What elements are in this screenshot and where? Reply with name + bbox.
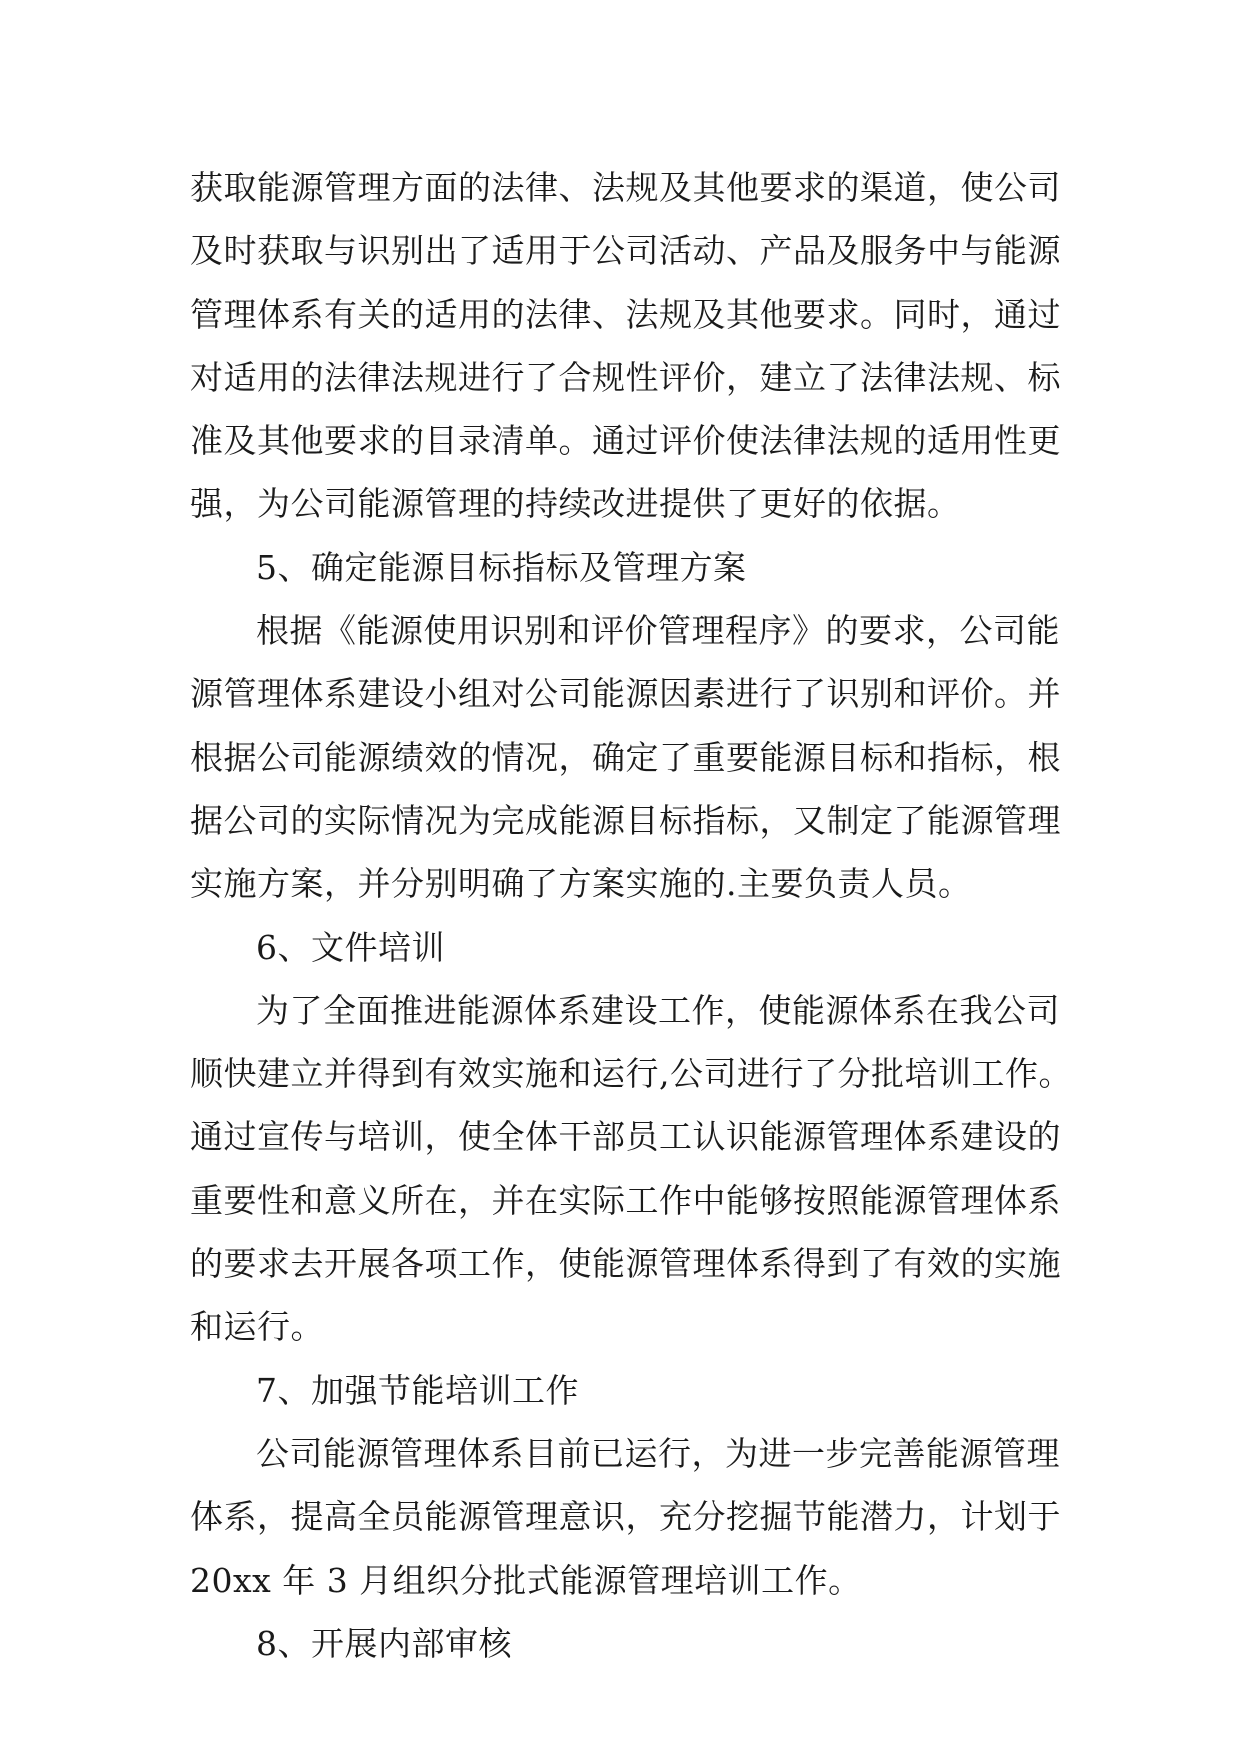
paragraph-line: 管理体系有关的适用的法律、法规及其他要求。同时，通过 (190, 294, 1061, 334)
section-heading: 8、开展内部审核 (256, 1623, 512, 1663)
paragraph-line: 20xx 年 3 月组织分批式能源管理培训工作。 (190, 1560, 862, 1600)
paragraph-line: 为了全面推进能源体系建设工作，使能源体系在我公司 (256, 990, 1060, 1030)
section-heading: 5、确定能源目标指标及管理方案 (256, 547, 747, 587)
paragraph-line: 根据《能源使用识别和评价管理程序》的要求，公司能 (256, 611, 1060, 651)
section-heading: 6、文件培训 (256, 927, 445, 967)
paragraph-line: 体系，提高全员能源管理意识，充分挖掘节能潜力，计划于 (190, 1497, 1061, 1537)
paragraph-line: 据公司的实际情况为完成能源目标指标，又制定了能源管理 (190, 800, 1061, 840)
paragraph-line: 重要性和意义所在，并在实际工作中能够按照能源管理体系 (190, 1180, 1061, 1220)
paragraph-line: 和运行。 (190, 1307, 324, 1347)
paragraph-line: 对适用的法律法规进行了合规性评价，建立了法律法规、标 (190, 357, 1061, 397)
section-heading: 7、加强节能培训工作 (256, 1370, 579, 1410)
paragraph-line: 获取能源管理方面的法律、法规及其他要求的渠道，使公司 (190, 168, 1061, 207)
paragraph-line: 及时获取与识别出了适用于公司活动、产品及服务中与能源 (190, 231, 1061, 271)
document-body (190, 156, 1072, 1675)
paragraph-line: 通过宣传与培训，使全体干部员工认识能源管理体系建设的 (190, 1117, 1061, 1157)
paragraph-line: 强，为公司能源管理的持续改进提供了更好的依据。 (190, 484, 961, 524)
paragraph-line: 实施方案，并分别明确了方案实施的.主要负责人员。 (190, 864, 972, 904)
paragraph-line: 根据公司能源绩效的情况，确定了重要能源目标和指标，根 (190, 737, 1061, 777)
paragraph-line: 源管理体系建设小组对公司能源因素进行了识别和评价。并 (190, 674, 1061, 714)
paragraph-line: 准及其他要求的目录清单。通过评价使法律法规的适用性更 (190, 421, 1061, 461)
paragraph-line: 的要求去开展各项工作，使能源管理体系得到了有效的实施 (190, 1244, 1061, 1284)
paragraph-line: 顺快建立并得到有效实施和运行,公司进行了分批培训工作。 (190, 1054, 1072, 1094)
paragraph-line: 公司能源管理体系目前已运行，为进一步完善能源管理 (256, 1433, 1060, 1473)
